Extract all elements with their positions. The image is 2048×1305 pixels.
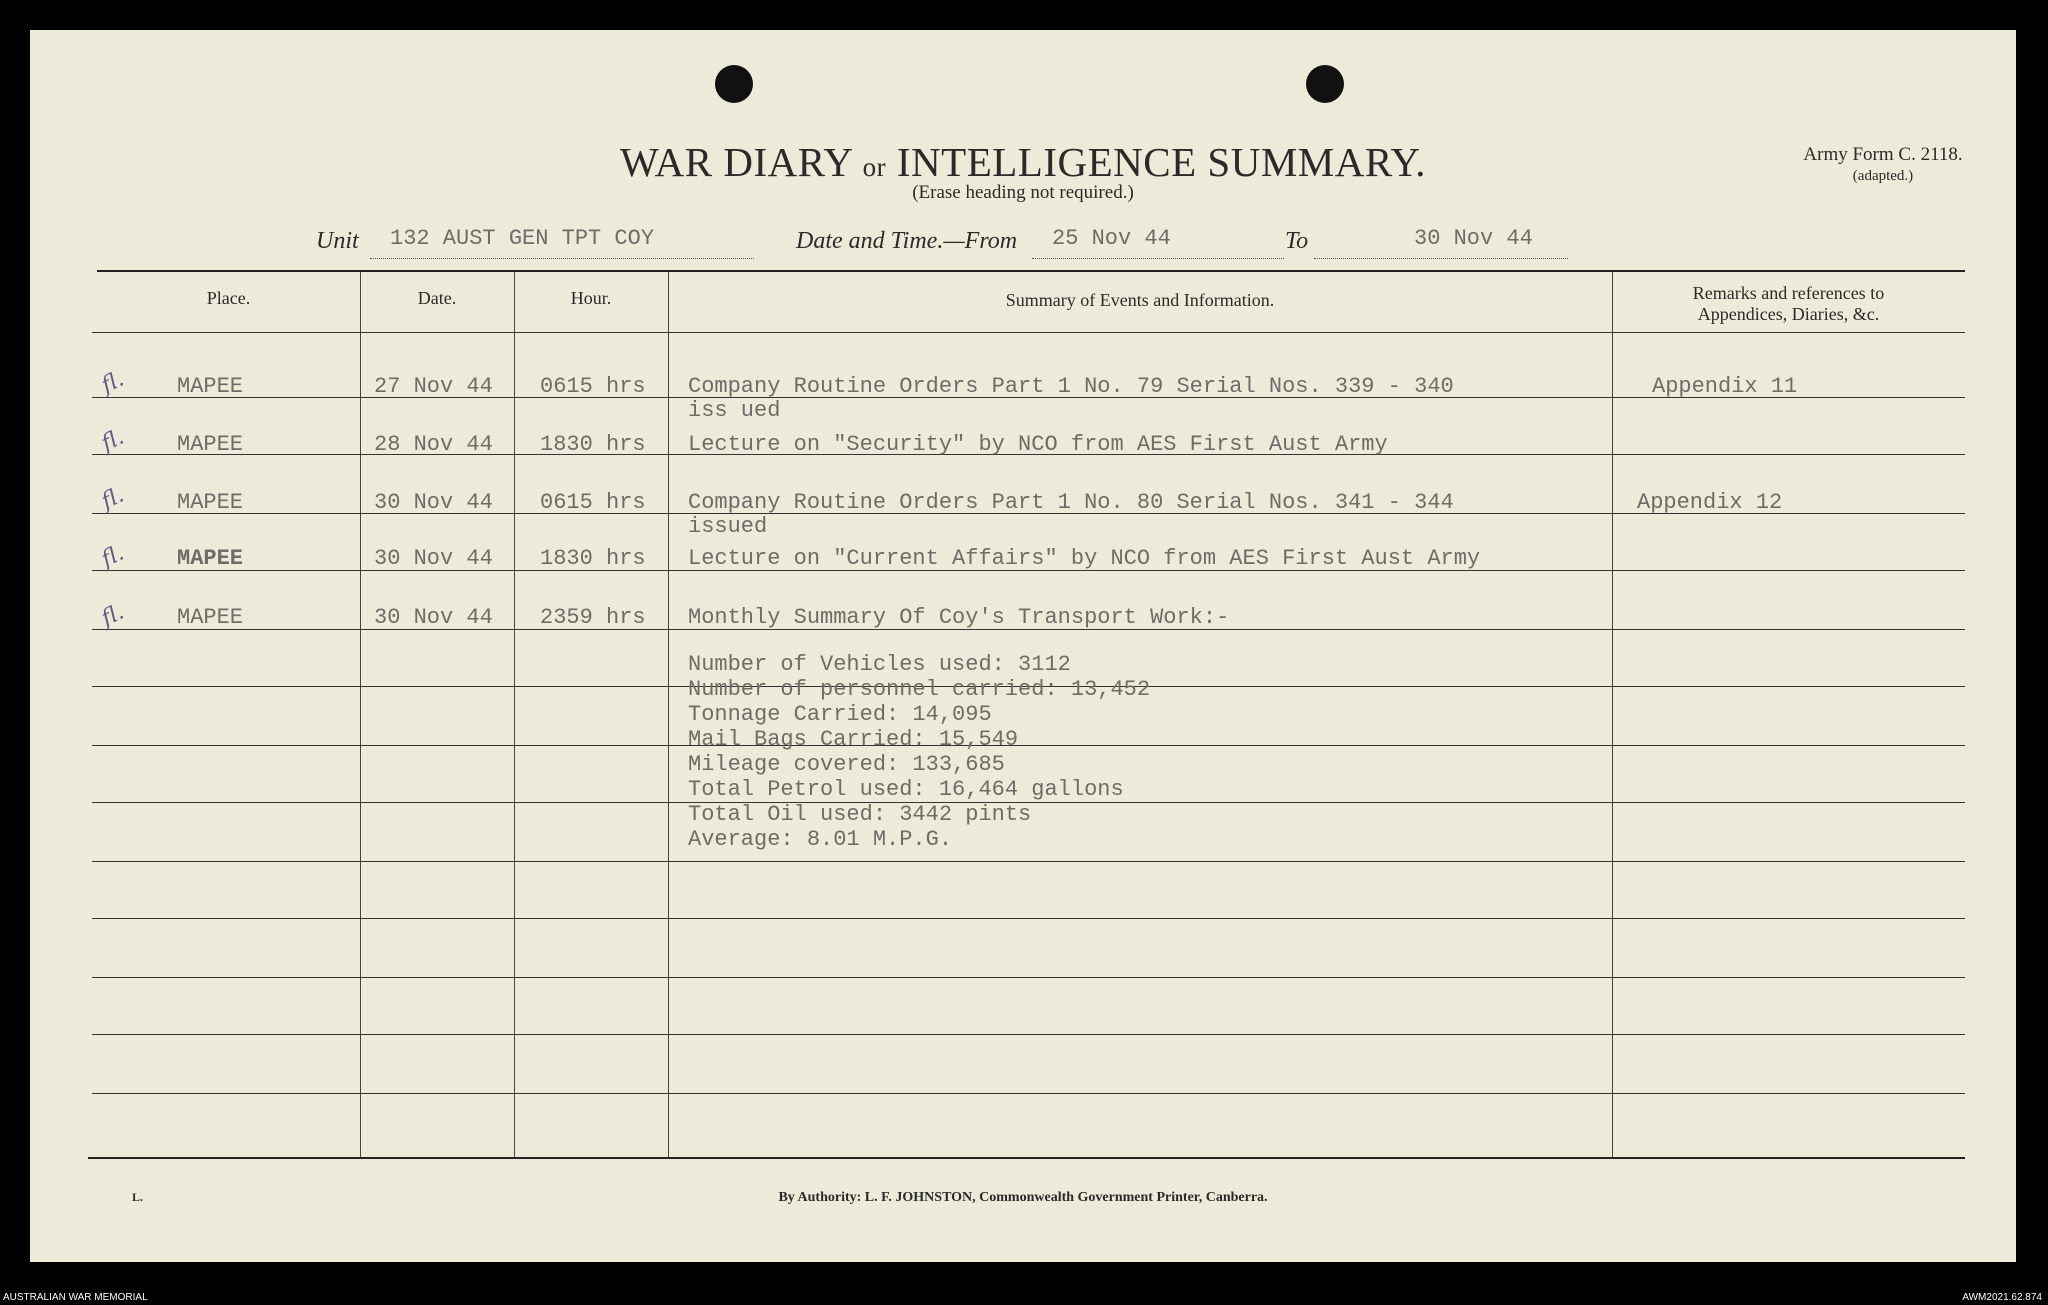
summary-stat-line: Total Oil used: 3442 pints	[688, 802, 1032, 827]
hour-cell: 0615 hrs	[540, 374, 646, 399]
column-header-summary: Summary of Events and Information.	[1005, 290, 1275, 310]
summary-cell-continued: issued	[688, 514, 768, 539]
date-cell: 27 Nov 44	[374, 374, 493, 399]
summary-stat-line: Mileage covered: 133,685	[688, 752, 1005, 777]
summary-cell: Company Routine Orders Part 1 No. 79 Serial Nos. 339 - 340	[688, 374, 1454, 399]
unit-value: 132 AUST GEN TPT COY	[390, 226, 655, 251]
form-title	[30, 138, 2016, 186]
ruled-line	[92, 745, 1965, 746]
summary-stat-line: Number of Vehicles used: 3112	[688, 652, 1071, 677]
handwritten-initials: fl.	[97, 366, 128, 399]
table-top-rule	[97, 270, 1965, 272]
table-bottom-rule	[88, 1157, 1965, 1159]
summary-cell: Lecture on "Security" by NCO from AES First Aust Army	[688, 432, 1388, 457]
to-value: 30 Nov 44	[1414, 226, 1533, 251]
hour-cell: 0615 hrs	[540, 490, 646, 515]
printer-authority: By Authority: L. F. JOHNSTON, Commonwealth Government Printer, Canberra.	[778, 1190, 1268, 1205]
summary-cell-continued: iss ued	[688, 398, 781, 423]
hour-cell: 2359 hrs	[540, 605, 646, 630]
summary-stat-line: Number of personnel carried: 13,452	[688, 677, 1151, 702]
summary-cell: Lecture on "Current Affairs" by NCO from AES First Aust Army	[688, 546, 1481, 571]
summary-stat-line: Total Petrol used: 16,464 gallons	[688, 777, 1124, 802]
remarks-cell: Appendix 11	[1652, 374, 1798, 399]
unit-dotted-line	[370, 258, 754, 259]
title-or: or	[862, 152, 887, 182]
archive-accession-number: AWM2021.62.874	[1962, 1292, 2042, 1303]
ruled-line	[92, 332, 1965, 333]
unit-label: Unit	[316, 228, 359, 254]
punch-hole-right	[1306, 65, 1344, 103]
date-cell: 28 Nov 44	[374, 432, 493, 457]
remarks-header-line-1: Remarks and references to	[1692, 283, 1885, 303]
hour-cell: 1830 hrs	[540, 546, 646, 571]
archive-caption-bar	[0, 1290, 2048, 1305]
column-divider	[668, 272, 669, 1157]
summary-cell: Company Routine Orders Part 1 No. 80 Serial Nos. 341 - 344	[688, 490, 1454, 515]
column-divider	[360, 272, 361, 1157]
form-subtitle: (Erase heading not required.)	[912, 182, 1134, 203]
title-intelligence-summary: INTELLIGENCE SUMMARY.	[896, 139, 1426, 185]
diary-page	[30, 30, 2016, 1262]
column-divider	[514, 272, 515, 1157]
date-time-label: Date and Time.—From	[796, 228, 1018, 254]
column-header-remarks	[1612, 283, 1965, 325]
ruled-line	[92, 1034, 1965, 1035]
remarks-cell: Appendix 12	[1637, 490, 1783, 515]
summary-stat-line: Mail Bags Carried: 15,549	[688, 727, 1019, 752]
place-cell: MAPEE	[177, 490, 244, 515]
title-war-diary: WAR DIARY	[620, 139, 852, 185]
place-cell: MAPEE	[177, 432, 244, 457]
from-dotted-line	[1032, 258, 1284, 259]
ruled-line	[92, 1093, 1965, 1094]
from-value: 25 Nov 44	[1052, 226, 1171, 251]
column-header-hour: Hour.	[570, 288, 612, 308]
handwritten-initials: fl.	[97, 599, 128, 632]
ruled-line	[92, 861, 1965, 862]
archive-name: AUSTRALIAN WAR MEMORIAL	[3, 1292, 148, 1303]
form-number	[1778, 145, 1988, 186]
punch-hole-left	[715, 65, 753, 103]
to-dotted-line	[1314, 258, 1568, 259]
place-cell: MAPEE	[177, 605, 244, 630]
date-cell: 30 Nov 44	[374, 605, 493, 630]
footer-mark: L.	[132, 1190, 144, 1204]
to-label: To	[1285, 228, 1309, 254]
form-adapted: (adapted.)	[1852, 168, 1914, 184]
date-cell: 30 Nov 44	[374, 490, 493, 515]
remarks-header-line-2: Appendices, Diaries, &c.	[1697, 304, 1880, 324]
ruled-line	[92, 977, 1965, 978]
date-cell: 30 Nov 44	[374, 546, 493, 571]
handwritten-initials: fl.	[97, 540, 128, 573]
handwritten-initials: fl.	[97, 482, 128, 515]
form-number-text: Army Form C. 2118.	[1803, 144, 1963, 165]
summary-cell: Monthly Summary Of Coy's Transport Work:-	[688, 605, 1230, 630]
column-header-place: Place.	[206, 288, 251, 308]
place-cell: MAPEE	[177, 374, 244, 399]
column-divider	[1612, 272, 1613, 1157]
summary-stat-line: Average: 8.01 M.P.G.	[688, 827, 953, 852]
place-cell: MAPEE	[177, 546, 244, 571]
handwritten-initials: fl.	[97, 424, 128, 457]
hour-cell: 1830 hrs	[540, 432, 646, 457]
column-header-date: Date.	[417, 288, 457, 308]
summary-stat-line: Tonnage Carried: 14,095	[688, 702, 992, 727]
ruled-line	[92, 918, 1965, 919]
